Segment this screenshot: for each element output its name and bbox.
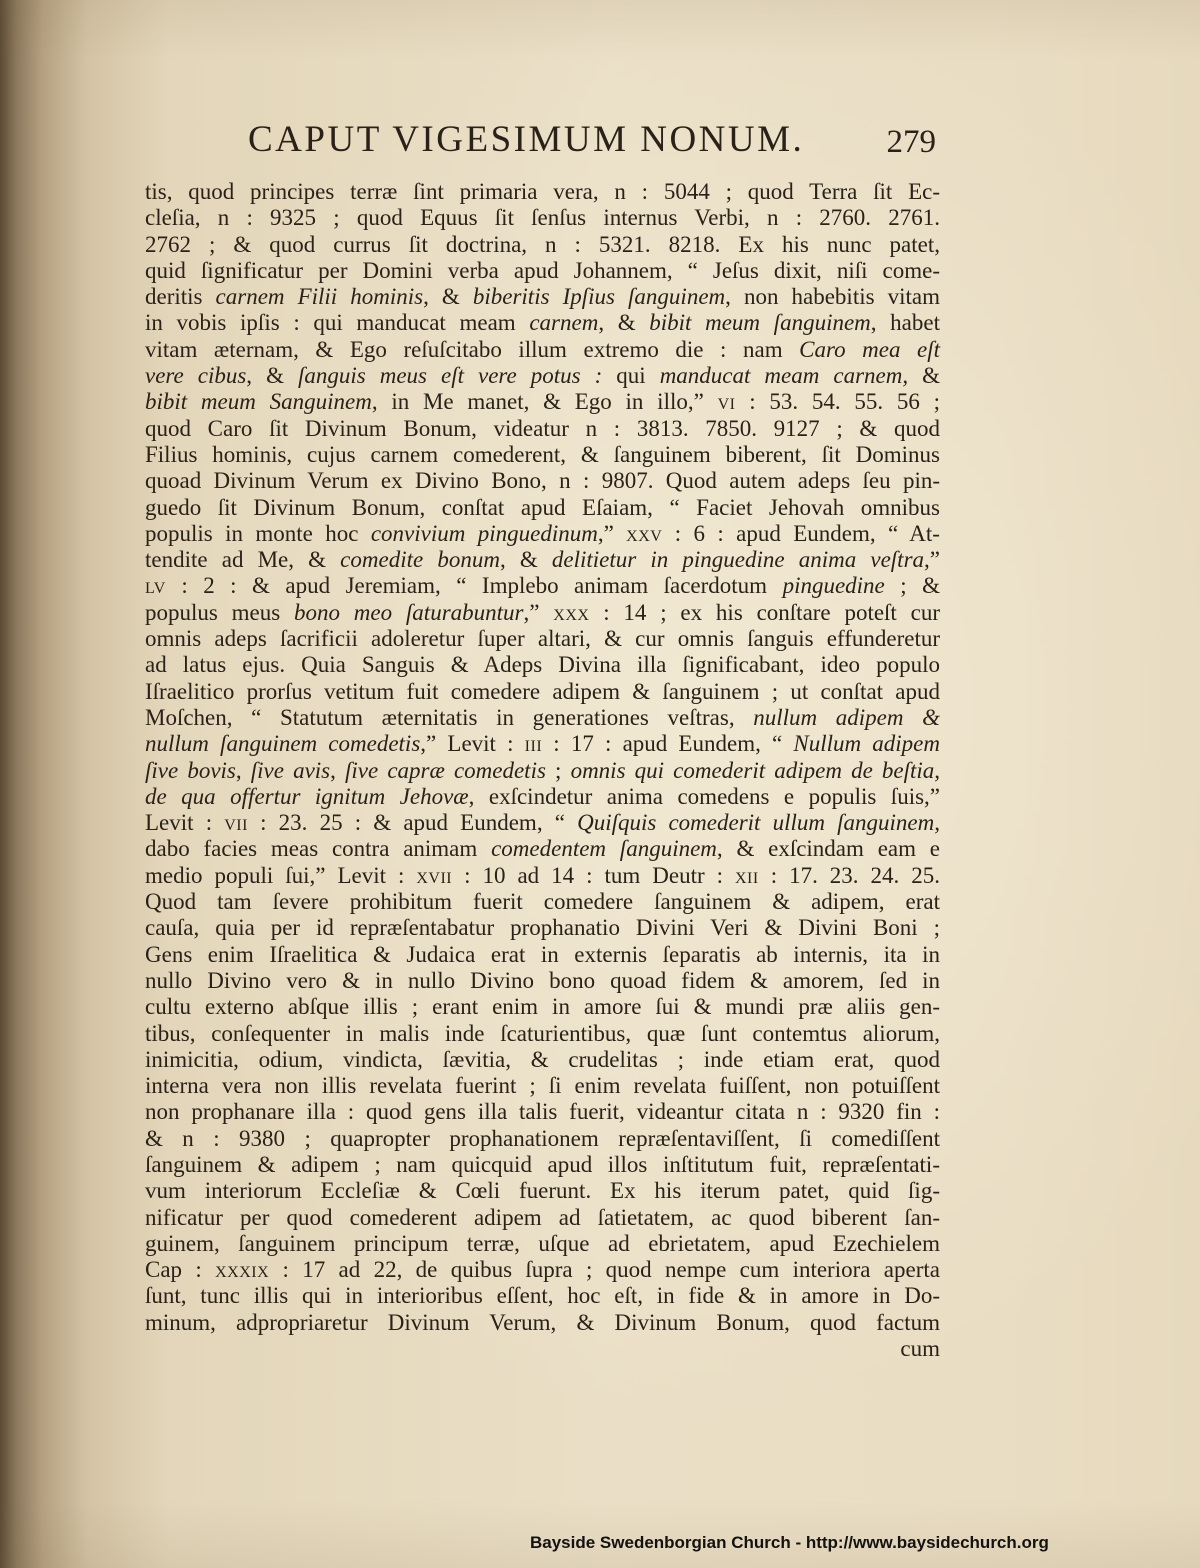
text-line <box>145 889 940 915</box>
text-run: : 2 : & apud Jeremiam, “ Implebo animam ſacerdotum <box>165 573 783 599</box>
chapter-reference-numeral: vii <box>224 810 248 836</box>
text-line <box>145 600 940 626</box>
italic-phrase: ſanguis meus eſt vere potus : <box>297 363 603 389</box>
text-run: & n : 9380 ; quapropter prophanationem repræſentaviſſent, ſi comediſſent <box>145 1125 940 1151</box>
text-run: quid ſignificatur per Domini verba apud Johannem, “ Jeſus dixit, niſi come- <box>145 257 940 283</box>
chapter-reference-numeral: xxv <box>626 520 663 546</box>
italic-phrase: convivium pinguedinum <box>370 520 598 546</box>
italic-phrase: manducat meam carnem, <box>659 363 909 389</box>
text-run: non prophanare illa : quod gens illa talis fuerit, videantur citata n : 9320 fin : <box>145 1099 940 1125</box>
text-line <box>145 1178 940 1204</box>
text-run: ,” <box>597 520 627 546</box>
text-run: : 14 ; ex his conſtare poteſt cur <box>589 599 940 625</box>
text-line <box>145 836 940 862</box>
text-run: , & exſcindam eam e <box>716 836 940 862</box>
text-run: vum interiorum Eccleſiæ & Cœli fuerunt. Ex his iterum patet, quid ſig- <box>145 1178 940 1204</box>
text-run: , non habebitis vitam <box>725 284 940 310</box>
text-run: , & <box>598 310 650 336</box>
text-line <box>145 363 940 389</box>
text-run: quod Caro ſit Divinum Bonum, videatur n : 3813. 7850. 9127 ; & quod <box>145 415 940 441</box>
italic-phrase: vere cibus <box>145 363 247 389</box>
italic-phrase: omnis qui comederit adipem de beſtia, <box>570 757 941 783</box>
text-run: : 17 : apud Eundem, “ <box>542 731 794 757</box>
text-run: nullo Divino vero & in nullo Divino bono quoad fidem & amorem, ſed in <box>145 967 940 993</box>
text-run: populis in monte hoc <box>145 520 371 546</box>
page-number: 279 <box>886 124 936 160</box>
text-line <box>145 1021 940 1047</box>
text-line <box>145 284 940 310</box>
text-run: interna vera non illis revelata fuerint ; ſi enim revelata fuiſſent, non potuiſſent <box>145 1073 940 1099</box>
text-run: : 53. 54. 55. 56 ; <box>735 389 941 415</box>
text-lines <box>145 179 940 1336</box>
text-run: Moſchen, “ Statutum æternitatis in generationes veſtras, <box>145 704 754 730</box>
text-run: in vobis ipſis : qui manducat meam <box>145 310 530 336</box>
text-run: Filius hominis, cujus carnem comederent, & ſanguinem biberent, ſit Dominus <box>145 441 940 467</box>
text-line <box>145 179 940 205</box>
text-run: ; <box>545 757 571 783</box>
chapter-reference-numeral: xii <box>735 862 759 888</box>
text-run: cultu externo abſque illis ; erant enim in amore ſui & mundi præ aliis gen- <box>145 994 940 1020</box>
italic-phrase: Nullum adipem <box>793 731 940 757</box>
text-run: populus meus <box>145 599 294 625</box>
text-run: , <box>330 757 345 783</box>
text-run: nificatur per quod comederent adipem ad ſatietatem, ac quod biberent ſan- <box>145 1204 940 1230</box>
italic-phrase: pinguedine <box>782 573 885 599</box>
running-head <box>248 116 938 164</box>
italic-phrase: Quiſquis comederit ullum ſanguinem, <box>577 810 940 836</box>
text-run: ,” <box>523 599 554 625</box>
text-run: , & <box>423 284 473 310</box>
text-run: Iſraelitico prorſus vetitum fuit comedere adipem & ſanguinem ; ut conſtat apud <box>145 678 940 704</box>
chapter-reference-numeral: xvii <box>416 862 453 888</box>
chapter-reference-numeral: lv <box>145 573 166 599</box>
text-line <box>145 994 940 1020</box>
text-line <box>145 573 940 599</box>
italic-phrase: ſive capræ comedetis <box>345 757 546 783</box>
text-line <box>145 1099 940 1125</box>
text-line <box>145 942 940 968</box>
text-line <box>145 258 940 284</box>
italic-phrase: nullum adipem & <box>753 704 940 730</box>
text-run: ſunt, tunc illis qui in interioribus eſſent, hoc eſt, in fide & in amore in Do- <box>145 1283 940 1309</box>
chapter-reference-numeral: xxxix <box>215 1257 270 1283</box>
text-line <box>145 1310 940 1336</box>
text-line <box>145 232 940 258</box>
italic-phrase: ſive bovis <box>145 757 236 783</box>
text-run: qui <box>602 363 660 389</box>
text-line <box>145 1231 940 1257</box>
text-line <box>145 337 940 363</box>
text-run: cauſa, quia per id repræſentabatur prophanatio Divini Veri & Divini Boni ; <box>145 915 940 941</box>
text-line <box>145 310 940 336</box>
text-run: , exſcindetur anima comedens e populis ſuis,” <box>468 783 940 809</box>
text-line <box>145 810 940 836</box>
text-run: : 6 : apud Eundem, “ At- <box>662 520 940 546</box>
text-run: tis, quod principes terræ ſint primaria vera, n : 5044 ; quod Terra ſit Ec- <box>145 179 940 204</box>
text-line <box>145 652 940 678</box>
text-line <box>145 1283 940 1309</box>
text-line <box>145 1126 940 1152</box>
text-run: Cap : <box>145 1257 216 1283</box>
italic-phrase: Caro mea eſt <box>799 336 940 362</box>
text-run: , habet <box>870 310 940 336</box>
italic-phrase: carnem <box>529 310 599 336</box>
text-run: ; & <box>884 573 941 599</box>
italic-phrase: biberitis Ipſius ſanguinem <box>472 284 726 310</box>
italic-phrase: comedentem ſanguinem <box>491 836 717 862</box>
chapter-reference-numeral: vi <box>717 389 736 415</box>
text-run: vitam æternam, & Ego reſuſcitabo illum extremo die : nam <box>145 336 800 362</box>
text-run: , & <box>499 547 552 573</box>
text-run: inimicitia, odium, vindicta, ſævitia, & crudelitas ; inde etiam erat, quod <box>145 1046 940 1072</box>
text-run: Quod tam ſevere prohibitum fuerit comedere ſanguinem & adipem, erat <box>145 889 940 915</box>
text-line <box>145 731 940 757</box>
text-run: tibus, conſequenter in malis inde ſcaturientibus, quæ ſunt contemtus aliorum, <box>145 1020 940 1046</box>
text-run: quoad Divinum Verum ex Divino Bono, n : 9807. Quod autem adeps ſeu pin- <box>145 468 940 494</box>
text-run: minum, adpropriaretur Divinum Verum, & Divinum Bonum, quod factum <box>145 1309 940 1335</box>
text-line <box>145 205 940 231</box>
chapter-reference-numeral: xxx <box>553 599 590 625</box>
text-line <box>145 547 940 573</box>
text-run: : 10 ad 14 : tum Deutr : <box>452 862 735 888</box>
text-line <box>145 705 940 731</box>
text-run: cleſia, n : 9325 ; quod Equus ſit ſenſus internus Verbi, n : 2760. 2761. <box>145 205 940 231</box>
body-text <box>145 179 940 1362</box>
text-run: guinem, ſanguinem principum terræ, uſque ad ebrietatem, apud Ezechielem <box>145 1230 940 1256</box>
text-run: , & <box>246 363 298 389</box>
text-run: & <box>908 363 940 389</box>
italic-phrase: nullum ſanguinem comedetis <box>145 731 421 757</box>
italic-phrase: de qua offertur ignitum Jehovæ <box>145 783 469 809</box>
text-line <box>145 495 940 521</box>
text-run: : 17. 23. 24. 25. <box>758 862 941 888</box>
text-run: : 23. 25 : & apud Eundem, “ <box>247 810 578 836</box>
text-line <box>145 1047 940 1073</box>
chapter-title: CAPUT VIGESIMUM NONUM. <box>248 119 805 160</box>
text-run: ſanguinem & adipem ; nam quicquid apud illos inſtitutum fuit, repræſentati- <box>145 1151 940 1177</box>
text-run: ad latus ejus. Quia Sanguis & Adeps Divina illa ſignificabant, ideo populo <box>145 652 940 678</box>
text-line <box>145 758 940 784</box>
text-line <box>145 1152 940 1178</box>
text-line <box>145 1073 940 1099</box>
italic-phrase: carnem Filii hominis <box>215 284 424 310</box>
italic-phrase: delitietur in pinguedine anima veſtra <box>551 547 925 573</box>
text-run: guedo ſit Divinum Bonum, conſtat apud Eſaiam, “ Faciet Jehovah omnibus <box>145 494 940 520</box>
text-run: Gens enim Iſraelitica & Judaica erat in externis ſeparatis ab internis, ita in <box>145 941 940 967</box>
text-line <box>145 784 940 810</box>
catchword: cum <box>900 1336 940 1362</box>
italic-phrase: bibit meum ſanguinem <box>649 310 871 336</box>
text-line <box>145 679 940 705</box>
text-run: omnis adeps ſacrificii adoleretur ſuper altari, & cur omnis ſanguis effunderetur <box>145 626 940 652</box>
text-line <box>145 968 940 994</box>
text-run: 2762 ; & quod currus ſit doctrina, n : 5321. 8218. Ex his nunc patet, <box>145 231 940 257</box>
text-line <box>145 1257 940 1283</box>
text-run: deritis <box>145 284 216 310</box>
watermark-credit: Bayside Swedenborgian Church - http://www.baysidechurch.org <box>530 1533 1049 1552</box>
italic-phrase: comedite bonum <box>340 547 500 573</box>
text-line <box>145 442 940 468</box>
text-line <box>145 915 940 941</box>
text-line <box>145 389 940 415</box>
text-line <box>145 1205 940 1231</box>
text-run: tendite ad Me, & <box>145 547 341 573</box>
text-run: Levit : <box>145 810 225 836</box>
text-run: , in Me manet, & Ego in illo,” <box>371 389 718 415</box>
chapter-reference-numeral: iii <box>524 731 543 757</box>
text-run: ,” <box>924 547 940 573</box>
text-run: , <box>235 757 251 783</box>
text-line <box>145 626 940 652</box>
text-run: medio populi ſui,” Levit : <box>145 862 417 888</box>
text-run: : 17 ad 22, de quibus ſupra ; quod nempe cum interiora aperta <box>269 1257 940 1283</box>
italic-phrase: bibit meum Sanguinem <box>145 389 372 415</box>
text-line <box>145 863 940 889</box>
text-line <box>145 521 940 547</box>
italic-phrase: ſive avis <box>250 757 331 783</box>
text-line <box>145 468 940 494</box>
italic-phrase: bono meo ſaturabuntur <box>294 599 524 625</box>
text-run: ,” Levit : <box>420 731 525 757</box>
text-run: dabo facies meas contra animam <box>145 836 492 862</box>
text-line <box>145 416 940 442</box>
